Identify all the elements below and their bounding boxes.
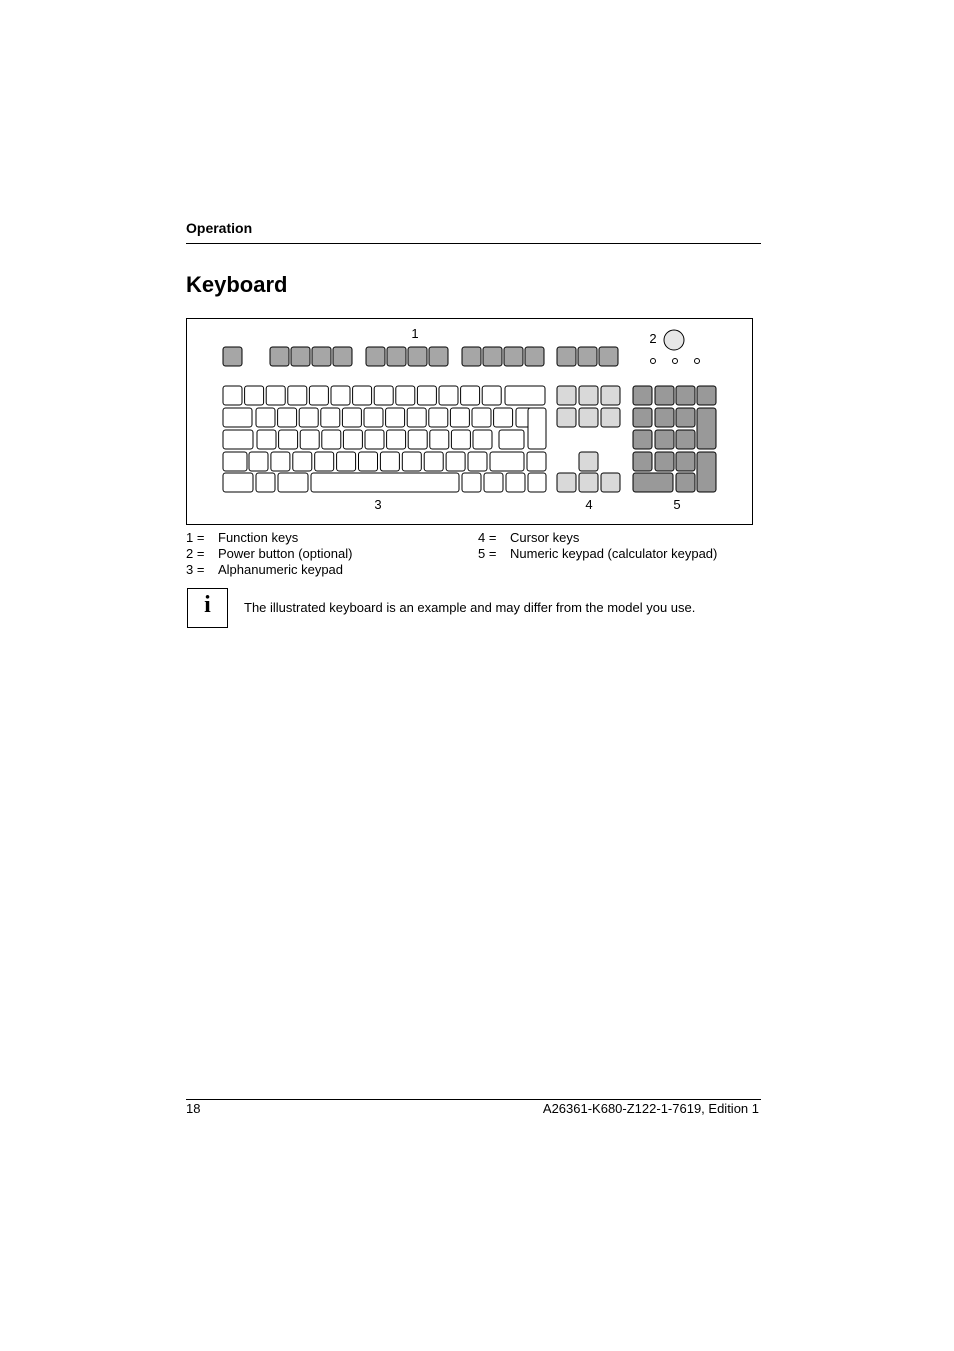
info-glyph: i xyxy=(204,592,211,618)
alpha-key xyxy=(380,452,399,471)
cursor-key xyxy=(601,386,620,405)
page-number: 18 xyxy=(186,1101,201,1116)
function-key xyxy=(557,347,576,366)
alpha-key xyxy=(309,386,328,405)
legend-num: 3 = xyxy=(186,562,205,577)
arrow-key xyxy=(601,473,620,492)
alpha-key xyxy=(417,386,436,405)
callout-2: 2 xyxy=(649,331,657,346)
keyboard-keys xyxy=(223,330,716,492)
alpha-key xyxy=(359,452,378,471)
alt-key xyxy=(278,473,308,492)
alpha-key xyxy=(528,473,546,492)
alpha-key xyxy=(387,430,406,449)
alpha-key xyxy=(468,452,487,471)
function-key xyxy=(270,347,289,366)
alpha-key xyxy=(337,452,356,471)
alpha-key xyxy=(374,386,393,405)
alpha-key xyxy=(451,430,470,449)
alpha-key xyxy=(430,430,449,449)
alpha-key xyxy=(257,430,276,449)
numpad-key xyxy=(655,408,674,427)
function-key xyxy=(429,347,448,366)
cursor-key xyxy=(601,408,620,427)
numpad-key xyxy=(633,452,652,471)
function-key xyxy=(525,347,544,366)
alpha-key xyxy=(256,408,275,427)
alpha-key xyxy=(299,408,318,427)
numpad-key xyxy=(676,386,695,405)
esc-key xyxy=(223,347,242,366)
function-key xyxy=(408,347,427,366)
legend-num: 4 = xyxy=(478,530,497,545)
enter-key xyxy=(528,408,546,449)
callout-5: 5 xyxy=(673,497,681,512)
legend-num: 2 = xyxy=(186,546,205,561)
alpha-key xyxy=(245,386,264,405)
alpha-key xyxy=(321,408,340,427)
function-key xyxy=(312,347,331,366)
info-icon xyxy=(187,588,228,628)
function-key xyxy=(366,347,385,366)
numpad-key xyxy=(655,430,674,449)
numpad-key xyxy=(676,473,695,492)
shift-key xyxy=(490,452,524,471)
alpha-key xyxy=(353,386,372,405)
indicator-led xyxy=(673,359,678,364)
function-key xyxy=(291,347,310,366)
space-key xyxy=(311,473,459,492)
legend-num: 5 = xyxy=(478,546,497,561)
cursor-key xyxy=(579,408,598,427)
numpad-key xyxy=(676,408,695,427)
numpad-key xyxy=(655,386,674,405)
numpad-key xyxy=(676,430,695,449)
callout-1: 1 xyxy=(411,326,419,341)
alpha-key xyxy=(322,430,341,449)
section-header: Operation xyxy=(186,220,253,236)
alpha-key xyxy=(462,473,481,492)
alpha-key xyxy=(494,408,513,427)
cursor-key xyxy=(557,386,576,405)
header-rule xyxy=(186,243,761,244)
alpha-key xyxy=(386,408,405,427)
alpha-key xyxy=(279,430,298,449)
callout-4: 4 xyxy=(585,497,593,512)
alpha-key xyxy=(365,430,384,449)
arrow-key xyxy=(557,473,576,492)
numpad-zero-key xyxy=(633,473,673,492)
alpha-key xyxy=(407,408,426,427)
alpha-key xyxy=(300,430,319,449)
legend-text: Power button (optional) xyxy=(218,546,353,561)
alpha-key xyxy=(429,408,448,427)
numpad-key xyxy=(676,452,695,471)
numpad-key xyxy=(655,452,674,471)
numpad-plus-key xyxy=(697,408,716,449)
alpha-key xyxy=(482,386,501,405)
function-key xyxy=(578,347,597,366)
alpha-key xyxy=(315,452,334,471)
alpha-key xyxy=(424,452,443,471)
numpad-key xyxy=(697,386,716,405)
alpha-key xyxy=(364,408,383,427)
cursor-key xyxy=(579,386,598,405)
indicator-led xyxy=(651,359,656,364)
callout-3: 3 xyxy=(374,497,382,512)
legend-text: Function keys xyxy=(218,530,299,545)
backspace-key xyxy=(505,386,545,405)
tab-key xyxy=(223,408,252,427)
keyboard-figure xyxy=(186,318,753,525)
numpad-key xyxy=(633,430,652,449)
function-key xyxy=(462,347,481,366)
indicator-led xyxy=(695,359,700,364)
legend-text: Alphanumeric keypad xyxy=(218,562,344,577)
alpha-key xyxy=(408,430,427,449)
alpha-key xyxy=(266,386,285,405)
alpha-key xyxy=(342,408,361,427)
alpha-key xyxy=(343,430,362,449)
alpha-key xyxy=(527,452,546,471)
legend-text: Cursor keys xyxy=(510,530,580,545)
alpha-key xyxy=(472,408,491,427)
document-id: A26361-K680-Z122-1-7619, Edition 1 xyxy=(542,1101,759,1116)
cursor-key xyxy=(557,408,576,427)
alpha-key xyxy=(439,386,458,405)
alpha-key xyxy=(473,430,492,449)
alpha-key xyxy=(293,452,312,471)
legend-num: 1 = xyxy=(186,530,205,545)
arrow-up-key xyxy=(579,452,598,471)
alpha-key xyxy=(223,386,242,405)
alpha-key xyxy=(249,452,268,471)
alpha-key xyxy=(402,452,421,471)
numpad-key xyxy=(633,408,652,427)
keyboard-diagram xyxy=(187,319,752,524)
caps-lock-key xyxy=(223,430,253,449)
alpha-key xyxy=(278,408,297,427)
alpha-key xyxy=(484,473,503,492)
function-key xyxy=(387,347,406,366)
numpad-key xyxy=(633,386,652,405)
alpha-key xyxy=(506,473,525,492)
function-key xyxy=(504,347,523,366)
legend-text: Numeric keypad (calculator keypad) xyxy=(510,546,718,561)
function-key xyxy=(333,347,352,366)
shift-key xyxy=(223,452,247,471)
power-button xyxy=(664,330,684,350)
arrow-key xyxy=(579,473,598,492)
alpha-key xyxy=(450,408,469,427)
alpha-key xyxy=(288,386,307,405)
function-key xyxy=(483,347,502,366)
page-title: Keyboard xyxy=(186,272,288,297)
alpha-key xyxy=(396,386,415,405)
alpha-key xyxy=(271,452,290,471)
ctrl-key xyxy=(223,473,253,492)
numpad-enter-key xyxy=(697,452,716,492)
function-key xyxy=(599,347,618,366)
footer-rule xyxy=(186,1099,761,1100)
alpha-key xyxy=(446,452,465,471)
note-text: The illustrated keyboard is an example and may differ from the model you use. xyxy=(244,600,696,615)
alpha-key xyxy=(256,473,275,492)
alpha-key xyxy=(461,386,480,405)
alpha-key xyxy=(331,386,350,405)
alpha-key xyxy=(499,430,524,449)
